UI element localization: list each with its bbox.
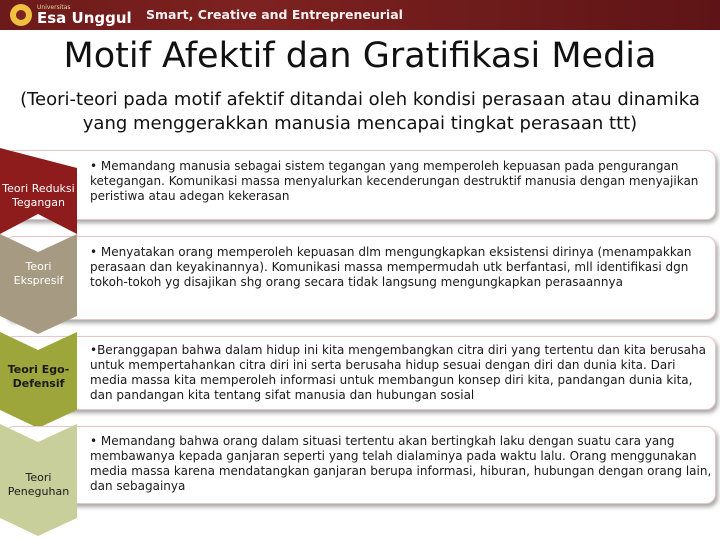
chevron-label-3: Teori Ego-Defensif <box>7 363 70 390</box>
chevron-2 <box>0 234 77 334</box>
chevron-label-4: Teori Peneguhan <box>7 471 70 498</box>
chevron-4 <box>0 424 77 536</box>
logo-name: Esa Unggul <box>37 8 132 27</box>
chevron-1 <box>0 148 77 234</box>
chevron-label-1: Teori Reduksi Tegangan <box>2 182 75 209</box>
item-text-4: • Memandang bahwa orang dalam situasi tertentu akan bertingkah laku dengan suatu cara yang membawanya kepada ganjaran seperti yang telah dialaminya pada waktu lalu. Orang menggunakan media massa karena mendatangkan ganjaran berupa informasi, hiburan, hubungan dengan orang lain, dan sebagainya <box>90 434 712 493</box>
tagline: Smart, Creative and Entrepreneurial <box>146 7 403 22</box>
logo-emblem-icon <box>10 4 32 26</box>
chevron-3 <box>0 332 77 428</box>
slide-title: Motif Afektif dan Gratifikasi Media <box>63 36 657 76</box>
item-text-2: • Menyatakan orang memperoleh kepuasan dlm mengungkapkan eksistensi dirinya (menampakkan perasaan dan keyakinannya). Komunikasi massa mempermudah utk berfantasi, mll identifikasi dgn tokoh-tokoh yg disajikan shg orang secara tidak langsung mengungkapkan perasaannya <box>90 245 692 289</box>
logo-small-text: Universitas <box>37 3 71 11</box>
item-text-1: • Memandang manusia sebagai sistem tegangan yang memperoleh kepuasan pada pengurangan ketegangan. Komunikasi massa menyalurkan kecenderungan destruktif manusia dengan menyajikan peristiwa atau adegan kekerasan <box>90 159 699 203</box>
slide-subtitle: (Teori-teori pada motif afektif ditandai oleh kondisi perasaan atau dinamika yang menggerakkan manusia mencapai tingkat perasaan ttt) <box>20 89 700 134</box>
chevron-label-2: Teori Ekspresif <box>13 260 64 287</box>
item-text-3: •Beranggapan bahwa dalam hidup ini kita mengembangkan citra diri yang tertentu dan kita berusaha untuk mempertahankan citra diri ini serta berusaha hidup sesuai dengan diri dan dunia kita. Dari media massa kita memperoleh informasi untuk membangun konsep diri kita, pandangan dunia kita, dan pandangan kita tentang sifat manusia dan hubungan sosial <box>90 343 706 402</box>
header-bar <box>0 0 720 30</box>
university-logo <box>10 3 132 27</box>
